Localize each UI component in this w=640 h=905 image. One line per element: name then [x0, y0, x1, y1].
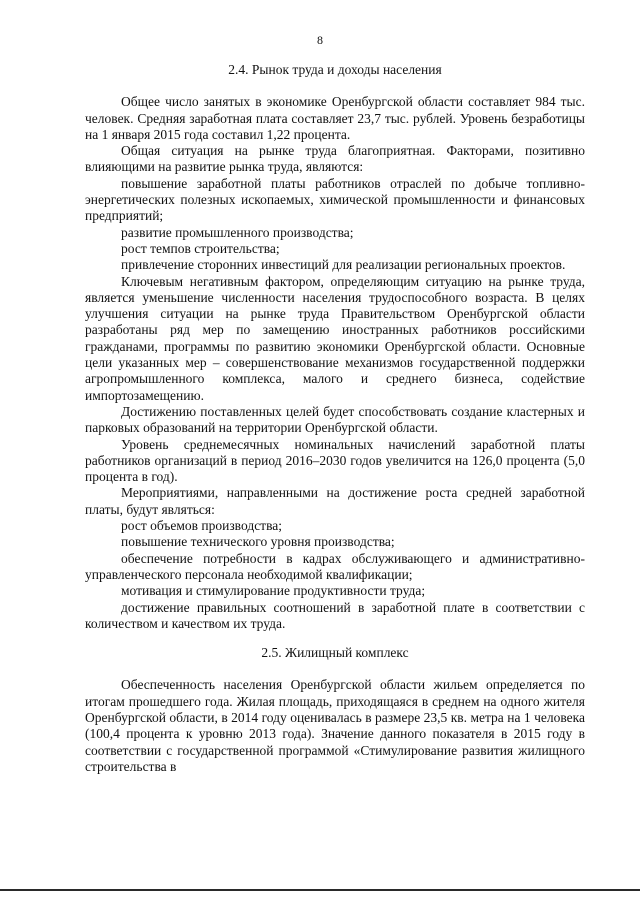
- list-item: повышение заработной платы работников отраслей по добыче топливно-энергетических полезных ископаемых, химической промышленности и финансовых предприятий;: [85, 175, 585, 224]
- list-item: рост темпов строительства;: [121, 240, 280, 256]
- document-body: [85, 62, 585, 775]
- list-item: привлечение сторонних инвестиций для реализации региональных проектов.: [121, 257, 566, 273]
- list-item: развитие промышленного производства;: [121, 224, 354, 240]
- paragraph: Общая ситуация на рынке труда благоприятная. Факторами, позитивно влияющими на развитие рынка труда, являются:: [85, 143, 585, 175]
- section-heading-housing: 2.5. Жилищный комплекс: [261, 645, 409, 661]
- list-item: мотивация и стимулирование продуктивности труда;: [121, 583, 426, 599]
- page-number: 8: [317, 33, 323, 47]
- paragraph: Уровень среднемесячных номинальных начислений заработной платы работников организаций в период 2016–2030 годов увеличится на 126,0 процента (5,0 процента в год).: [85, 436, 585, 485]
- list-item: рост объемов производства;: [121, 518, 283, 534]
- list-item: повышение технического уровня производства;: [121, 534, 395, 550]
- paragraph: Обеспеченность населения Оренбургской области жильем определяется по итогам прошедшего года. Жилая площадь, приходящаяся в среднем на одного жителя Оренбургской области, в 2014 году оценивалась в размере 23,5 кв. метра на 1 человека (100,4 процента к уровню 2013 года). Значение данного показателя в 2015 году в соответствии с государственной программой «Стимулирование развития жилищного строительства в: [85, 677, 585, 774]
- paragraph: Ключевым негативным фактором, определяющим ситуацию на рынке труда, является уменьшение численности населения трудоспособного возраста. В целях улучшения ситуации на рынке труда Правительством Оренбургской области разработаны ряд мер по замещению иностранных работников российскими гражданами, программы по развитию экономики Оренбургской области. Основные цели указанных мер – совершенствование механизмов государственной поддержки агропромышленного комплекса, малого и среднего бизнеса, содействие импортозамещению.: [85, 273, 585, 403]
- paragraph: Общее число занятых в экономике Оренбургской области составляет 984 тыс. человек. Средняя заработная плата составляет 23,7 тыс. рублей. Уровень безработицы на 1 января 2015 года составил 1,22 процента.: [85, 94, 585, 142]
- list-item: обеспечение потребности в кадрах обслуживающего и административно-управленческого персонала необходимой квалификации;: [85, 550, 585, 582]
- list-item: достижение правильных соотношений в заработной плате в соответствии с количеством и качеством их труда.: [85, 599, 585, 631]
- paragraph: Мероприятиями, направленными на достижение роста средней заработной платы, будут являться:: [85, 485, 585, 517]
- section-heading-labor-market: 2.4. Рынок труда и доходы населения: [228, 62, 442, 77]
- bottom-rule: [0, 889, 640, 891]
- paragraph: Достижению поставленных целей будет способствовать создание кластерных и парковых образований на территории Оренбургской области.: [85, 403, 585, 436]
